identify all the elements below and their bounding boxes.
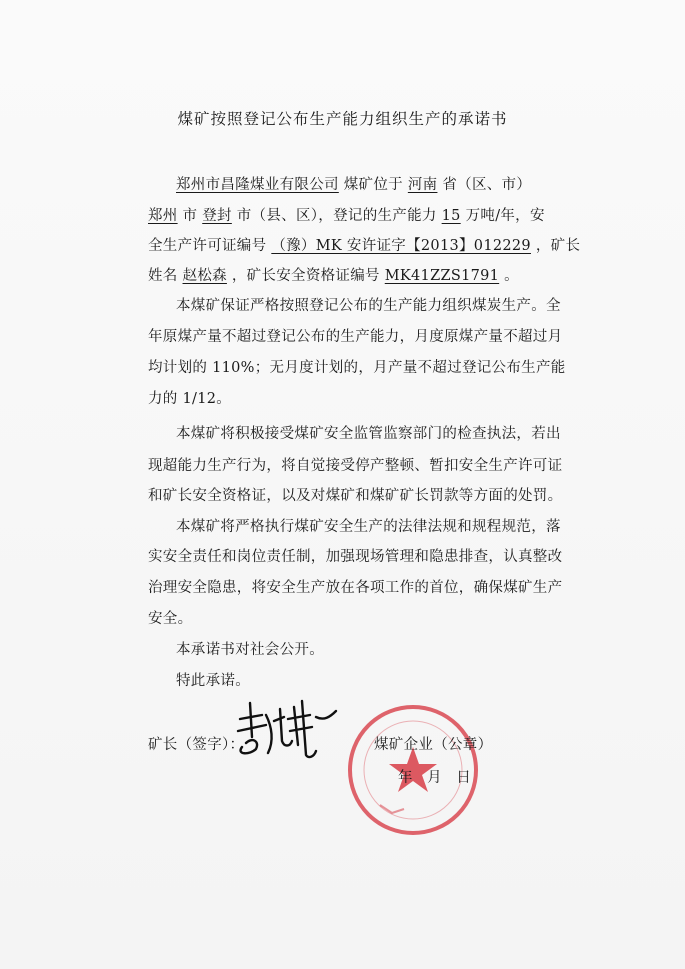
text-end: 。 xyxy=(499,268,519,284)
company-name: 郑州市昌隆煤业有限公司 xyxy=(176,177,339,193)
manager-name: 赵松森 xyxy=(182,268,227,284)
province-value: 河南 xyxy=(407,177,438,193)
para1-line2 xyxy=(148,206,548,226)
text-province: 省（区、市） xyxy=(437,177,532,193)
para4-line: 实安全责任和岗位责任制，加强现场管理和隐患排查，认真整改 xyxy=(148,549,563,565)
para5-public: 本承诺书对社会公开。 xyxy=(176,642,324,658)
para2-line: 力的 1/12。 xyxy=(148,391,232,407)
para1-line3 xyxy=(148,236,581,256)
para2-line: 本煤矿保证严格按照登记公布的生产能力组织煤炭生产。全 xyxy=(176,298,561,314)
text-cert: ，矿长安全资格证编号 xyxy=(226,268,385,284)
para4-line: 治理安全隐患，将安全生产放在各项工作的首位，确保煤矿生产 xyxy=(148,580,563,596)
para4-line: 安全。 xyxy=(148,611,193,627)
text-name: 姓名 xyxy=(148,268,183,284)
document-title: 煤矿按照登记公布生产能力组织生产的承诺书 xyxy=(177,110,508,128)
para3-line: 本煤矿将积极接受煤矿安全监管监察部门的检查执法，若出 xyxy=(176,426,561,442)
text-county: 市（县、区），登记的生产能力 xyxy=(231,208,442,224)
city-value: 郑州 xyxy=(148,208,178,224)
county-value: 登封 xyxy=(202,208,232,224)
para1-line1 xyxy=(176,175,576,195)
para2-line: 均计划的 110%；无月度计划的，月产量不超过登记公布生产能 xyxy=(148,360,566,376)
para3-line: 现超能力生产行为，将自觉接受停产整顿、暂扣安全生产许可证 xyxy=(148,458,563,474)
para2-line: 年原煤产量不超过登记公布的生产能力，月度原煤产量不超过月 xyxy=(148,329,563,345)
enterprise-seal-label: 煤矿企业（公章） xyxy=(374,737,493,753)
para3-line: 和矿长安全资格证，以及对煤矿和煤矿矿长罚款等方面的处罚。 xyxy=(148,488,563,504)
text-license: 全生产许可证编号 xyxy=(148,238,272,254)
signature-label: 矿长（签字）： xyxy=(148,737,245,753)
text-located: 煤矿位于 xyxy=(338,177,408,193)
para4-line: 本煤矿将严格执行煤矿安全生产的法律法规和规程规范，落 xyxy=(176,519,561,535)
text-city: 市 xyxy=(177,208,203,224)
handwritten-signature xyxy=(232,697,342,759)
para1-line4 xyxy=(148,266,548,286)
license-number: （豫）MK 安许证字【2013】012229 xyxy=(271,238,531,254)
para6-closing: 特此承诺。 xyxy=(176,673,250,689)
date-field: 年 月 日 xyxy=(398,770,471,786)
text-capacity: 万吨/年，安 xyxy=(460,208,545,224)
cert-number: MK41ZZS1791 xyxy=(384,268,500,284)
capacity-value: 15 xyxy=(441,208,461,224)
text-manager: ，矿长 xyxy=(530,238,581,254)
